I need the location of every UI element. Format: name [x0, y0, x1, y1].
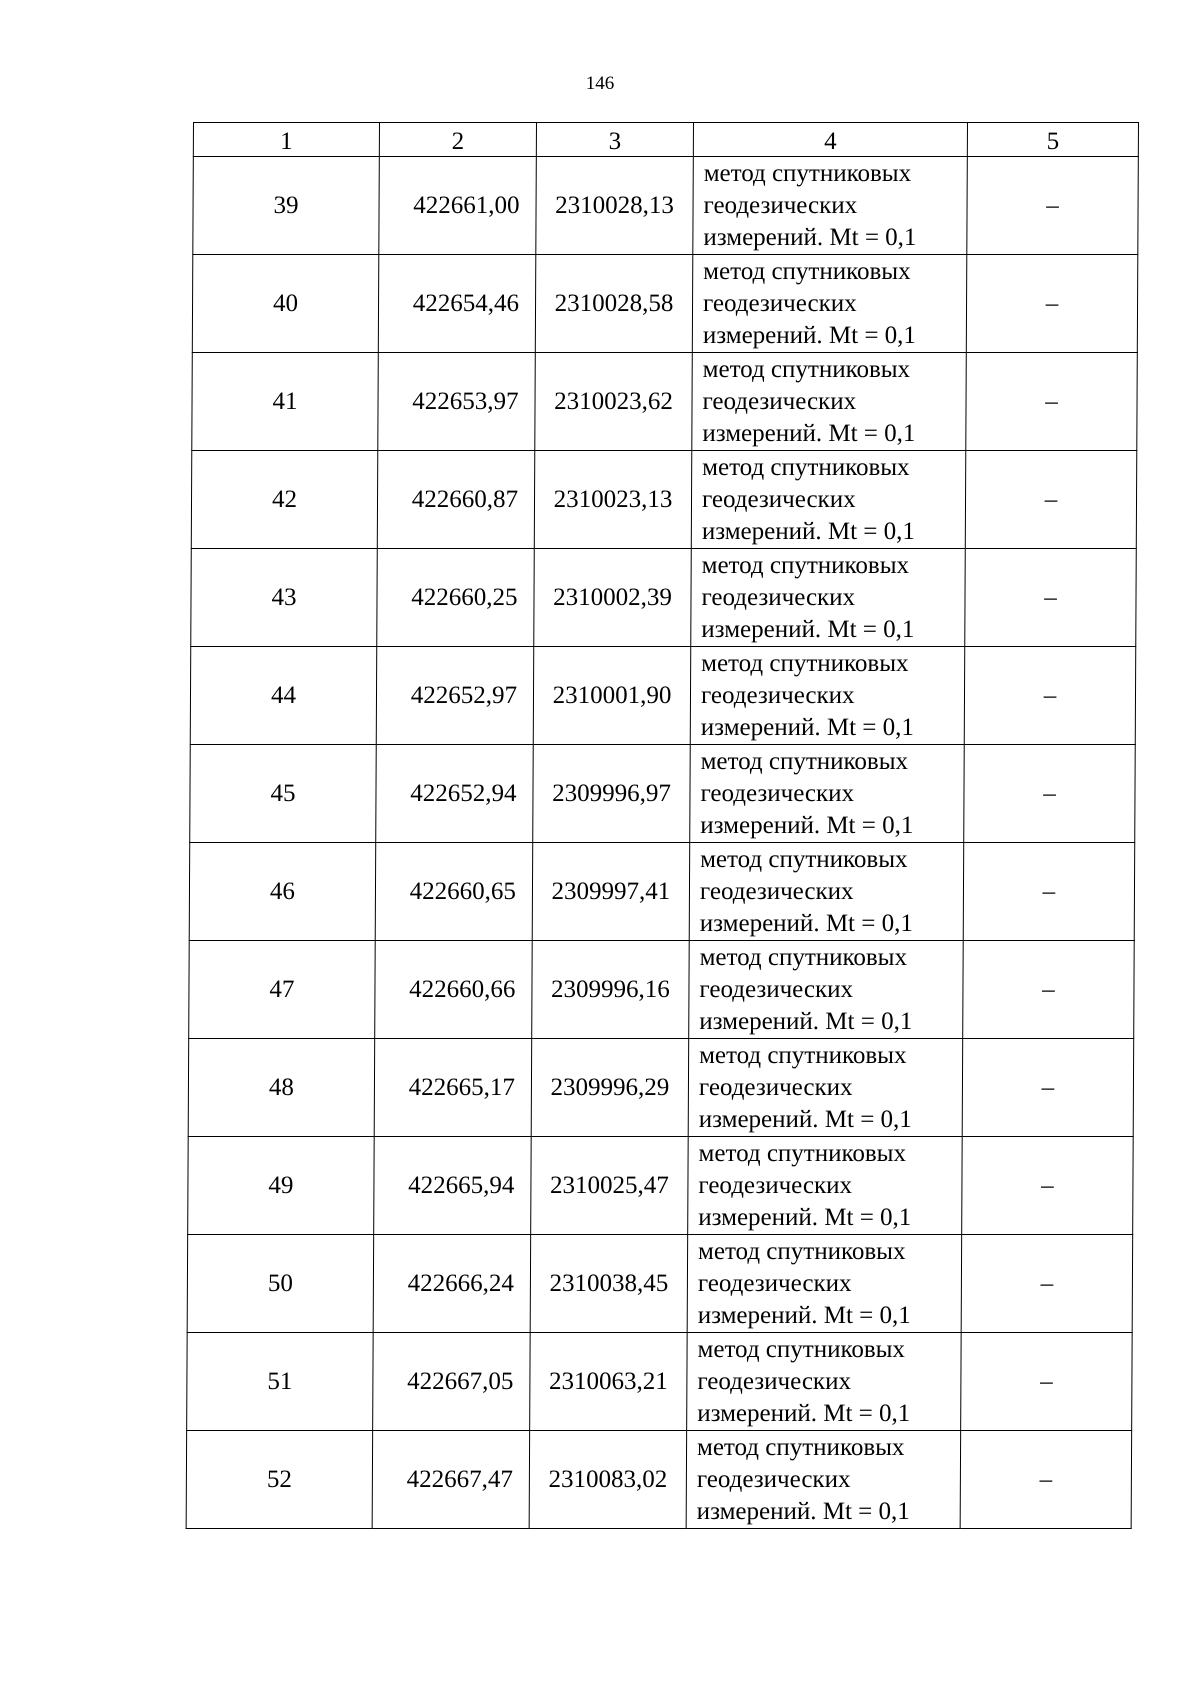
note-cell: – — [965, 549, 1137, 647]
x-coordinate-cell: 422653,97 — [378, 353, 536, 451]
note-cell: – — [961, 1235, 1133, 1333]
method-line: метод спутниковых — [702, 453, 910, 481]
method-line: измерений. Mt = 0,1 — [697, 1301, 911, 1329]
method-line: геодезических — [703, 191, 858, 219]
method-cell — [692, 353, 967, 451]
note-cell: – — [963, 843, 1135, 941]
y-coordinate-cell: 2310038,45 — [530, 1235, 688, 1333]
method-line: измерений. Mt = 0,1 — [703, 223, 917, 251]
table-row — [192, 353, 1138, 451]
table-row — [189, 941, 1135, 1039]
note-cell: – — [966, 353, 1138, 451]
method-line: измерений. Mt = 0,1 — [702, 419, 916, 447]
y-coordinate-cell: 2310028,58 — [535, 255, 693, 353]
note-cell: – — [965, 451, 1137, 549]
x-coordinate-cell: 422660,66 — [375, 941, 533, 1039]
note-cell: – — [966, 255, 1138, 353]
header-row — [193, 123, 1138, 157]
table-header — [193, 123, 1138, 157]
method-line: метод спутниковых — [699, 943, 908, 971]
method-line: геодезических — [697, 1269, 852, 1297]
y-coordinate-cell: 2309996,97 — [533, 745, 691, 843]
method-line: геодезических — [696, 1465, 851, 1493]
table-row — [186, 1431, 1132, 1529]
method-cell — [686, 1431, 961, 1529]
method-line: геодезических — [698, 1171, 853, 1199]
x-coordinate-cell: 422667,05 — [373, 1333, 531, 1431]
point-number-cell: 42 — [191, 451, 378, 549]
note-cell: – — [960, 1431, 1132, 1529]
point-number-cell: 46 — [189, 843, 376, 941]
method-line: измерений. Mt = 0,1 — [702, 321, 917, 349]
method-line: измерений. Mt = 0,1 — [699, 909, 913, 937]
y-coordinate-cell: 2309997,41 — [532, 843, 690, 941]
method-line: геодезических — [701, 583, 856, 611]
method-cell — [689, 941, 964, 1039]
x-coordinate-cell: 422660,87 — [377, 451, 535, 549]
column-header-1: 1 — [193, 123, 379, 157]
method-cell — [691, 549, 966, 647]
x-coordinate-cell: 422660,25 — [377, 549, 535, 647]
point-number-cell: 51 — [187, 1333, 374, 1431]
table-row — [190, 647, 1136, 745]
y-coordinate-cell: 2309996,16 — [532, 941, 690, 1039]
coordinates-table — [186, 122, 1139, 1529]
table-row — [188, 1137, 1134, 1235]
y-coordinate-cell: 2309996,29 — [531, 1039, 689, 1137]
y-coordinate-cell: 2310023,13 — [534, 451, 692, 549]
method-line: измерений. Mt = 0,1 — [701, 615, 915, 643]
method-line: измерений. Mt = 0,1 — [701, 517, 916, 545]
method-line: метод спутниковых — [701, 649, 909, 677]
method-line: метод спутниковых — [697, 1335, 906, 1363]
method-line: геодезических — [699, 975, 854, 1003]
x-coordinate-cell: 422652,97 — [376, 647, 534, 745]
page-number: 146 — [585, 73, 615, 94]
y-coordinate-cell: 2310063,21 — [530, 1333, 688, 1431]
table-row — [189, 843, 1135, 941]
method-line: геодезических — [698, 1073, 853, 1101]
method-line: геодезических — [697, 1367, 852, 1395]
y-coordinate-cell: 2310002,39 — [534, 549, 692, 647]
method-line: измерений. Mt = 0,1 — [698, 1203, 912, 1231]
note-cell: – — [967, 157, 1139, 255]
table-row — [187, 1235, 1133, 1333]
method-line: измерений. Mt = 0,1 — [696, 1497, 910, 1525]
method-line: метод спутниковых — [699, 1041, 907, 1069]
y-coordinate-cell: 2310083,02 — [529, 1431, 687, 1529]
x-coordinate-cell: 422652,94 — [376, 745, 534, 843]
method-cell — [690, 745, 965, 843]
method-cell — [691, 451, 966, 549]
method-cell — [693, 157, 968, 255]
x-coordinate-cell: 422654,46 — [378, 255, 536, 353]
table-row — [192, 255, 1138, 353]
point-number-cell: 50 — [187, 1235, 374, 1333]
method-line: метод спутниковых — [701, 551, 910, 579]
method-line: метод спутниковых — [700, 845, 908, 873]
table-body — [186, 157, 1138, 1529]
method-line: метод спутниковых — [700, 747, 909, 775]
method-cell — [689, 843, 964, 941]
x-coordinate-cell: 422666,24 — [373, 1235, 531, 1333]
table-row — [193, 157, 1139, 255]
column-header-2: 2 — [379, 123, 536, 157]
point-number-cell: 49 — [188, 1137, 375, 1235]
method-line: измерений. Mt = 0,1 — [699, 1007, 913, 1035]
method-line: метод спутниковых — [703, 257, 911, 285]
x-coordinate-cell: 422661,00 — [379, 157, 537, 255]
note-cell: – — [963, 941, 1135, 1039]
method-line: геодезических — [699, 877, 854, 905]
x-coordinate-cell: 422665,17 — [374, 1039, 532, 1137]
column-header-5: 5 — [967, 123, 1138, 157]
table-row — [191, 549, 1137, 647]
method-line: геодезических — [700, 681, 855, 709]
point-number-cell: 44 — [190, 647, 377, 745]
note-cell: – — [962, 1137, 1134, 1235]
method-line: метод спутниковых — [702, 355, 911, 383]
method-line: измерений. Mt = 0,1 — [700, 713, 914, 741]
method-line: геодезических — [702, 289, 857, 317]
point-number-cell: 41 — [192, 353, 379, 451]
point-number-cell: 40 — [192, 255, 379, 353]
point-number-cell: 47 — [189, 941, 376, 1039]
method-line: геодезических — [701, 485, 856, 513]
method-cell — [690, 647, 965, 745]
method-cell — [687, 1235, 962, 1333]
note-cell: – — [962, 1039, 1134, 1137]
method-cell — [687, 1333, 962, 1431]
method-cell — [688, 1137, 963, 1235]
point-number-cell: 43 — [191, 549, 378, 647]
y-coordinate-cell: 2310028,13 — [536, 157, 694, 255]
method-line: метод спутниковых — [703, 159, 912, 187]
method-line: измерений. Mt = 0,1 — [697, 1399, 911, 1427]
point-number-cell: 39 — [193, 157, 380, 255]
note-cell: – — [964, 647, 1136, 745]
y-coordinate-cell: 2310023,62 — [535, 353, 693, 451]
column-header-4: 4 — [693, 123, 967, 157]
table-row — [191, 451, 1137, 549]
note-cell: – — [964, 745, 1136, 843]
point-number-cell: 48 — [188, 1039, 375, 1137]
method-line: геодезических — [700, 779, 855, 807]
note-cell: – — [961, 1333, 1133, 1431]
table-row — [187, 1333, 1133, 1431]
point-number-cell: 52 — [186, 1431, 373, 1529]
table-row — [188, 1039, 1134, 1137]
x-coordinate-cell: 422665,94 — [374, 1137, 532, 1235]
x-coordinate-cell: 422667,47 — [372, 1431, 530, 1529]
method-line: метод спутниковых — [696, 1433, 905, 1461]
point-number-cell: 45 — [190, 745, 377, 843]
method-line: измерений. Mt = 0,1 — [698, 1105, 912, 1133]
method-line: метод спутниковых — [698, 1237, 906, 1265]
method-line: метод спутниковых — [698, 1139, 907, 1167]
table-row — [190, 745, 1136, 843]
method-cell — [692, 255, 967, 353]
x-coordinate-cell: 422660,65 — [375, 843, 533, 941]
method-line: измерений. Mt = 0,1 — [700, 811, 914, 839]
method-line: геодезических — [702, 387, 857, 415]
y-coordinate-cell: 2310025,47 — [531, 1137, 689, 1235]
column-header-3: 3 — [536, 123, 693, 157]
method-cell — [688, 1039, 963, 1137]
y-coordinate-cell: 2310001,90 — [533, 647, 691, 745]
